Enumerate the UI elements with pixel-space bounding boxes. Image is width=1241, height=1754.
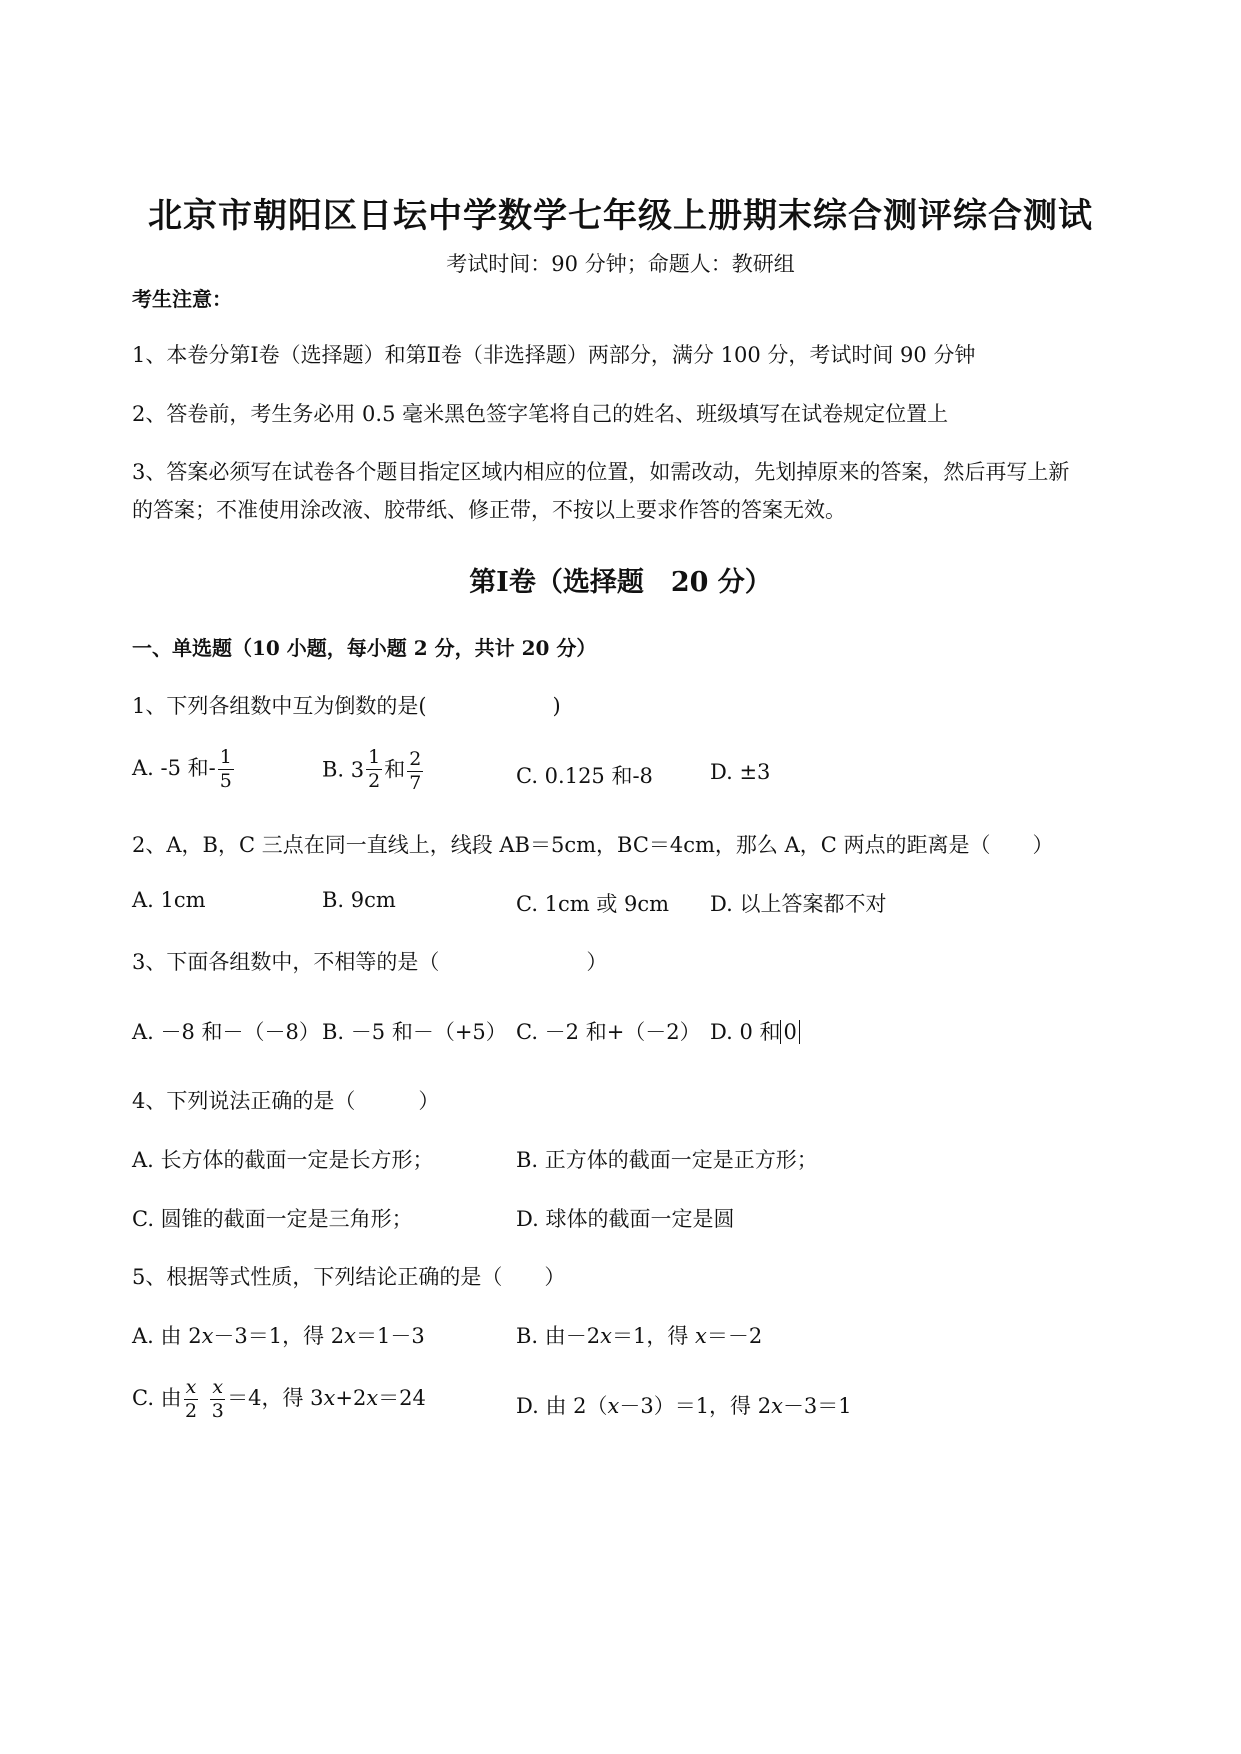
variable: x (695, 1324, 707, 1348)
text-part: ＝－2 (706, 1324, 763, 1348)
question-2-option-b: B. 9cm (322, 888, 396, 912)
fraction-numerator: 2 (409, 747, 422, 770)
variable: x (600, 1324, 612, 1348)
text-part: ＝1，得 (612, 1324, 696, 1348)
fraction-denominator: 2 (368, 770, 381, 792)
fraction (210, 1378, 225, 1421)
variable: x (201, 1324, 214, 1348)
option-a-prefix: A. -5 和- (132, 756, 216, 780)
exam-info: 考试时间：90 分钟；命题人：教研组 (446, 252, 795, 276)
variable: x (323, 1386, 336, 1410)
question-4-stem: 4、下列说法正确的是（ ） (132, 1089, 440, 1113)
question-1-stem: 1、下列各组数中互为倒数的是( ) (132, 694, 561, 718)
question-2-option-a: A. 1cm (132, 888, 206, 912)
notice-item-2: 2、答卷前，考生务必用 0.5 毫米黑色签字笔将自己的姓名、班级填写在试卷规定位置上 (132, 402, 949, 426)
fraction (184, 1378, 199, 1421)
mixed-number (351, 748, 384, 791)
notice-heading: 考生注意： (132, 287, 232, 311)
notice-item-1: 1、本卷分第Ⅰ卷（选择题）和第Ⅱ卷（非选择题）两部分，满分 100 分，考试时间 90 分钟 (132, 343, 976, 367)
text-part: B. 由－2 (516, 1324, 601, 1348)
fraction-denominator: 2 (184, 1400, 198, 1422)
text-part: C. 由 (132, 1386, 182, 1410)
question-5-option-a (132, 1320, 425, 1350)
question-3-option-c: C. －2 和+（－2） (516, 1020, 701, 1044)
question-2-option-c: C. 1cm 或 9cm (516, 892, 670, 916)
question-1-option-c: C. 0.125 和-8 (516, 764, 653, 788)
question-3-option-d (710, 1016, 800, 1046)
question-1-option-d: D. ±3 (710, 760, 771, 784)
fraction-numerator: x (212, 1376, 224, 1398)
option-d-prefix: D. 0 和 (710, 1020, 781, 1044)
question-4-option-b: B. 正方体的截面一定是正方形； (516, 1148, 818, 1172)
question-4-option-a: A. 长方体的截面一定是长方形； (132, 1148, 434, 1172)
text-part: －3）＝1，得 2 (619, 1394, 772, 1418)
text-part: －3＝1 (782, 1394, 852, 1418)
fraction (407, 747, 423, 794)
question-5-option-b (516, 1320, 762, 1350)
text-part: ＝4，得 3 (227, 1386, 324, 1410)
question-3-option-a: A. －8 和－（－8） (132, 1020, 320, 1044)
fraction-denominator: 5 (219, 770, 232, 792)
text-part: －3＝1，得 2 (213, 1324, 345, 1348)
text-part: ＝1－3 (356, 1324, 425, 1348)
variable: x (366, 1386, 379, 1410)
section-title: 第Ⅰ卷（选择题 20 分） (469, 567, 772, 598)
fraction-denominator: 3 (211, 1400, 224, 1422)
part-heading: 一、单选题（10 小题，每小题 2 分，共计 20 分） (132, 636, 597, 660)
question-4-option-d: D. 球体的截面一定是圆 (516, 1207, 735, 1231)
fraction-denominator: 7 (409, 771, 422, 794)
option-b-joiner: 和 (384, 757, 406, 782)
notice-item-3-cont: 的答案；不准使用涂改液、胶带纸、修正带，不按以上要求作答的答案无效。 (132, 498, 846, 522)
variable: x (771, 1394, 783, 1418)
option-b-prefix: B. (322, 757, 351, 782)
text-part: D. 由 2（ (516, 1394, 608, 1418)
absolute-value: 0 (780, 1020, 799, 1044)
variable: x (607, 1394, 620, 1418)
question-5-option-c (132, 1378, 426, 1421)
question-4-option-c: C. 圆锥的截面一定是三角形； (132, 1207, 413, 1231)
question-1-option-b (322, 748, 425, 793)
text-part: +2 (335, 1386, 367, 1410)
fraction (366, 748, 382, 791)
fraction-numerator: 1 (368, 746, 381, 768)
question-5-option-d (516, 1390, 852, 1420)
question-2-option-d: D. 以上答案都不对 (710, 892, 887, 916)
notice-item-3: 3、答案必须写在试卷各个题目指定区域内相应的位置，如需改动，先划掉原来的答案，然后再写上新 (132, 460, 1070, 484)
page-title: 北京市朝阳区日坛中学数学七年级上册期末综合测评综合测试 (148, 196, 1093, 236)
text-part: ＝24 (378, 1386, 426, 1410)
mixed-whole: 3 (350, 757, 365, 782)
question-3-option-b: B. －5 和－（+5） (322, 1020, 507, 1044)
fraction-numerator: x (185, 1376, 197, 1398)
text-part: A. 由 2 (132, 1324, 202, 1348)
question-2-stem: 2、A，B，C 三点在同一直线上，线段 AB＝5cm，BC＝4cm，那么 A，C 两点的距离是（ ） (132, 833, 1054, 857)
fraction (218, 748, 234, 791)
question-1-option-a (132, 748, 236, 791)
question-3-stem: 3、下面各组数中，不相等的是（ ） (132, 950, 608, 974)
question-5-stem: 5、根据等式性质，下列结论正确的是（ ） (132, 1265, 566, 1289)
variable: x (344, 1324, 357, 1348)
fraction-numerator: 1 (219, 746, 232, 768)
